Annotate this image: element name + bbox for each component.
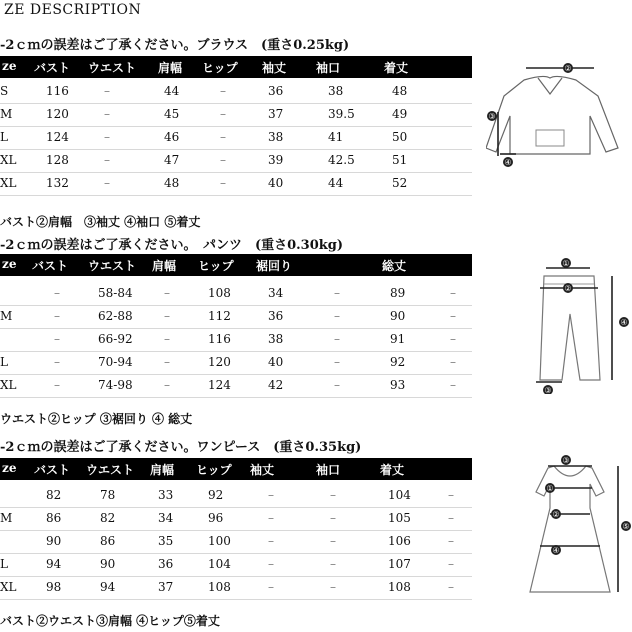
pants-cell: – [450, 355, 456, 369]
pants-col-hip: ヒップ [198, 259, 234, 273]
dress-cell: 96 [208, 511, 224, 525]
pants-cell: L [0, 355, 8, 369]
pants-marker-3: ③ [544, 386, 552, 394]
pants-table-row [0, 305, 472, 329]
blouse-cell: 132 [46, 176, 69, 190]
blouse-cell: 38 [268, 130, 284, 144]
blouse-cell: – [104, 176, 110, 190]
dress-col-bust: バスト [34, 463, 71, 477]
dress-diagram [518, 452, 632, 602]
dress-cell: 82 [46, 488, 62, 502]
blouse-cell: S [0, 84, 9, 98]
pants-heading: -2ｃｍの誤差はご了承ください。 パンツ (重さ0.30kg) [0, 238, 344, 253]
dress-cell: 34 [158, 511, 174, 525]
pants-diagram [528, 254, 632, 394]
pants-cell: – [164, 378, 170, 392]
dress-col-size: ze [2, 461, 17, 475]
blouse-table-row [0, 126, 472, 150]
dress-cell: 100 [208, 534, 231, 548]
blouse-col-shoulder: 肩幅 [158, 61, 183, 75]
pants-cell: – [54, 332, 60, 346]
dress-cell: 90 [46, 534, 62, 548]
blouse-cell: 45 [164, 107, 180, 121]
pants-cell: – [450, 332, 456, 346]
dress-cell: – [268, 488, 274, 502]
pants-cell: 92 [390, 355, 406, 369]
blouse-cell: – [104, 84, 110, 98]
blouse-cell: – [104, 107, 110, 121]
dress-cell: – [448, 534, 454, 548]
pants-cell: – [164, 286, 170, 300]
blouse-cell: – [220, 84, 226, 98]
blouse-cell: 116 [46, 84, 69, 98]
blouse-cell: 38 [328, 84, 344, 98]
pants-cell: 124 [208, 378, 231, 392]
blouse-marker-3: ③ [488, 112, 496, 121]
pants-cell: – [54, 286, 60, 300]
dress-cell: – [330, 557, 336, 571]
blouse-col-bust: バスト [34, 61, 71, 75]
pants-cell: 90 [390, 309, 406, 323]
pants-cell: – [334, 378, 340, 392]
blouse-cell: 39.5 [328, 107, 355, 121]
pants-cell: 34 [268, 286, 284, 300]
pants-col-total: 総丈 [382, 259, 407, 273]
dress-cell: – [268, 511, 274, 525]
blouse-cell: 51 [392, 153, 408, 167]
blouse-cell: 48 [164, 176, 180, 190]
blouse-cell: – [220, 176, 226, 190]
dress-header-row [0, 458, 472, 480]
dress-cell: – [448, 511, 454, 525]
pants-col-shoulder: 肩幅 [152, 259, 177, 273]
pants-col-hem: 裾回り [256, 259, 293, 273]
pants-cell: 58-84 [98, 286, 133, 300]
blouse-marker-2: ② [564, 64, 572, 73]
dress-cell: 78 [100, 488, 116, 502]
pants-col-bust: バスト [32, 259, 69, 273]
blouse-cell: 50 [392, 130, 408, 144]
dress-cell: 86 [100, 534, 116, 548]
pants-cell: 91 [390, 332, 406, 346]
pants-marker-2: ② [564, 284, 572, 293]
dress-cell: 35 [158, 534, 174, 548]
blouse-cell: – [104, 153, 110, 167]
blouse-cell: M [0, 107, 13, 121]
blouse-heading: -2ｃｍの誤差はご了承ください。ブラウス (重さ0.25kg) [0, 38, 350, 53]
pants-cell: XL [0, 378, 17, 392]
blouse-cell: – [104, 130, 110, 144]
dress-marker-1: ① [546, 484, 554, 493]
dress-cell: 90 [100, 557, 116, 571]
dress-cell: – [330, 580, 336, 594]
dress-cell: 106 [388, 534, 411, 548]
dress-cell: 36 [158, 557, 174, 571]
blouse-diagram [486, 56, 632, 168]
dress-marker-5: ⑤ [622, 522, 630, 531]
pants-cell: 36 [268, 309, 284, 323]
blouse-cell: 42.5 [328, 153, 355, 167]
pants-cell: 40 [268, 355, 284, 369]
pants-cell: 116 [208, 332, 231, 346]
blouse-table-row [0, 149, 472, 173]
pants-table-row [0, 328, 472, 352]
dress-cell: – [330, 511, 336, 525]
blouse-cell: 48 [392, 84, 408, 98]
blouse-col-sleeve: 袖丈 [262, 61, 287, 75]
pants-marker-4: ④ [620, 318, 628, 327]
dress-col-waist: ウエスト [86, 463, 135, 477]
pants-cell: 120 [208, 355, 231, 369]
page-title: ZE DESCRIPTION [4, 2, 142, 18]
pants-col-waist: ウエスト [88, 259, 137, 273]
pants-cell: – [54, 378, 60, 392]
dress-cell: 33 [158, 488, 174, 502]
pants-cell: 38 [268, 332, 284, 346]
pants-table-row [0, 351, 472, 375]
dress-cell: 98 [46, 580, 62, 594]
blouse-col-hip: ヒップ [202, 61, 238, 75]
blouse-col-length: 着丈 [384, 61, 409, 75]
pants-cell: – [450, 309, 456, 323]
pants-cell: 112 [208, 309, 231, 323]
dress-cell: 94 [46, 557, 62, 571]
blouse-cell: 49 [392, 107, 408, 121]
dress-cell: – [268, 557, 274, 571]
dress-cell: 108 [388, 580, 411, 594]
pants-cell: – [54, 355, 60, 369]
dress-legend: バスト②ウエスト③肩幅 ④ヒップ⑤着丈 [0, 614, 220, 628]
dress-cell: – [268, 534, 274, 548]
pants-cell: M [0, 309, 13, 323]
blouse-cell: XL [0, 176, 17, 190]
blouse-col-waist: ウエスト [88, 61, 137, 75]
dress-cell: 104 [208, 557, 231, 571]
dress-cell: 92 [208, 488, 224, 502]
dress-col-length: 着丈 [380, 463, 405, 477]
blouse-cell: 52 [392, 176, 408, 190]
pants-cell: 66-92 [98, 332, 133, 346]
pants-cell: – [450, 286, 456, 300]
blouse-table-row [0, 172, 472, 196]
blouse-cell: 39 [268, 153, 284, 167]
pants-legend: ウエスト②ヒップ ③裾回り ④ 総丈 [0, 412, 193, 426]
pants-cell: – [334, 309, 340, 323]
pants-cell: – [334, 286, 340, 300]
pants-cell: 42 [268, 378, 284, 392]
pants-col-size: ze [2, 257, 17, 271]
dress-cell: L [0, 557, 8, 571]
dress-col-sleeve: 袖丈 [250, 463, 275, 477]
dress-table-row [0, 507, 472, 531]
blouse-cell: 128 [46, 153, 69, 167]
pants-header-row [0, 254, 472, 276]
dress-cell: – [448, 580, 454, 594]
dress-cell: – [330, 534, 336, 548]
pants-table-row [0, 282, 472, 306]
pants-cell: 70-94 [98, 355, 133, 369]
blouse-cell: 46 [164, 130, 180, 144]
pants-cell: – [334, 355, 340, 369]
pants-cell: – [164, 355, 170, 369]
dress-cell: – [448, 488, 454, 502]
blouse-col-size: ze [2, 59, 17, 73]
dress-table-row [0, 576, 472, 600]
blouse-legend: バスト②肩幅 ③袖丈 ④袖口 ⑤着丈 [0, 215, 201, 229]
dress-cell: 82 [100, 511, 116, 525]
blouse-header-row [0, 56, 472, 78]
blouse-table-row [0, 80, 472, 104]
dress-table-row [0, 530, 472, 554]
dress-col-shoulder: 肩幅 [150, 463, 175, 477]
blouse-cell: XL [0, 153, 17, 167]
dress-cell: – [330, 488, 336, 502]
dress-table-row [0, 484, 472, 508]
blouse-cell: 40 [268, 176, 284, 190]
pants-cell: – [54, 309, 60, 323]
pants-cell: 62-88 [98, 309, 133, 323]
pants-cell: – [334, 332, 340, 346]
blouse-cell: 44 [328, 176, 344, 190]
blouse-cell: 124 [46, 130, 69, 144]
dress-cell: 105 [388, 511, 411, 525]
blouse-cell: 36 [268, 84, 284, 98]
dress-col-cuff: 袖口 [316, 463, 341, 477]
blouse-cell: 47 [164, 153, 180, 167]
dress-cell: M [0, 511, 13, 525]
blouse-marker-4: ④ [504, 158, 512, 167]
dress-cell: 86 [46, 511, 62, 525]
pants-cell: 93 [390, 378, 406, 392]
blouse-cell: – [220, 107, 226, 121]
dress-cell: 107 [388, 557, 411, 571]
dress-cell: 94 [100, 580, 116, 594]
dress-cell: 108 [208, 580, 231, 594]
blouse-cell: 44 [164, 84, 180, 98]
dress-col-hip: ヒップ [196, 463, 232, 477]
blouse-cell: – [220, 153, 226, 167]
dress-cell: XL [0, 580, 17, 594]
blouse-cell: L [0, 130, 8, 144]
pants-cell: – [450, 378, 456, 392]
dress-table-row [0, 553, 472, 577]
pants-marker-1: ① [562, 259, 570, 268]
pants-cell: 74-98 [98, 378, 133, 392]
blouse-col-cuff: 袖口 [316, 61, 341, 75]
dress-cell: 37 [158, 580, 174, 594]
pants-cell: 108 [208, 286, 231, 300]
blouse-cell: 37 [268, 107, 284, 121]
pants-cell: 89 [390, 286, 406, 300]
pants-cell: – [164, 309, 170, 323]
dress-cell: – [448, 557, 454, 571]
dress-heading: -2ｃｍの誤差はご了承ください。ワンピース (重さ0.35kg) [0, 440, 362, 455]
dress-marker-2: ② [552, 510, 560, 519]
dress-cell: 104 [388, 488, 411, 502]
blouse-cell: 41 [328, 130, 344, 144]
pants-table-row [0, 374, 472, 398]
blouse-cell: 120 [46, 107, 69, 121]
dress-marker-4: ④ [552, 546, 560, 555]
blouse-table-row [0, 103, 472, 127]
pants-cell: – [164, 332, 170, 346]
blouse-cell: – [220, 130, 226, 144]
dress-cell: – [268, 580, 274, 594]
dress-marker-3: ③ [562, 456, 570, 465]
